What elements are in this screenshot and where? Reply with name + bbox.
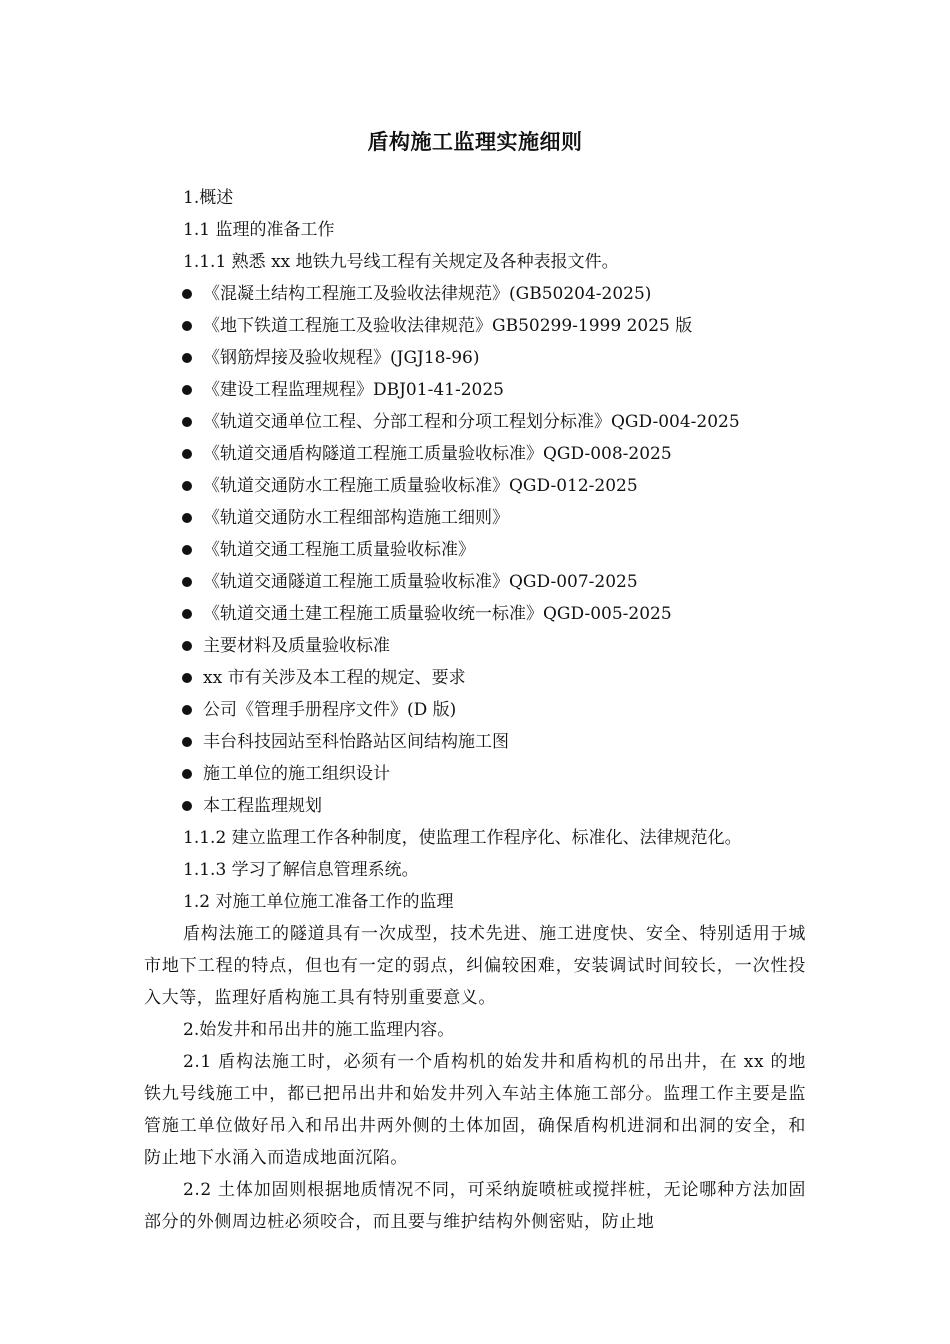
list-item bbox=[144, 438, 806, 470]
list-item bbox=[144, 598, 806, 630]
document-body bbox=[144, 182, 806, 1238]
list-item-text: 施工单位的施工组织设计 bbox=[203, 764, 390, 784]
list-item bbox=[144, 406, 806, 438]
bullet-icon bbox=[182, 289, 192, 299]
list-item bbox=[144, 502, 806, 534]
list-item bbox=[144, 310, 806, 342]
list-item bbox=[144, 662, 806, 694]
list-item-text: 《轨道交通工程施工质量验收标准》 bbox=[203, 540, 475, 560]
paragraph-soil-reinforcement-2-2: 2.2 土体加固则根据地质情况不同，可采纳旋喷桩或搅拌桩，无论哪种方法加固部分的外侧周边桩必须咬合，而且要与维护结构外侧密贴，防止地 bbox=[144, 1180, 806, 1232]
list-item-text: 《轨道交通盾构隧道工程施工质量验收标准》QGD-008-2025 bbox=[203, 444, 672, 464]
section-heading-overview: 1.概述 bbox=[183, 188, 234, 208]
list-item-text: 《钢筋焊接及验收规程》(JGJ18-96) bbox=[203, 348, 480, 368]
bullet-icon bbox=[182, 673, 192, 683]
list-item-text: 《轨道交通防水工程施工质量验收标准》QGD-012-2025 bbox=[203, 476, 638, 496]
list-item bbox=[144, 630, 806, 662]
list-item-text: 《建设工程监理规程》DBJ01-41-2025 bbox=[203, 380, 504, 400]
list-item-text: 《混凝土结构工程施工及验收法律规范》(GB50204-2025) bbox=[203, 284, 652, 304]
list-item bbox=[144, 342, 806, 374]
document-title: 盾构施工监理实施细则 bbox=[367, 130, 583, 154]
list-item-text: 本工程监理规划 bbox=[203, 796, 322, 816]
bullet-icon bbox=[182, 385, 192, 395]
list-item-text: 《轨道交通隧道工程施工质量验收标准》QGD-007-2025 bbox=[203, 572, 638, 592]
item-information-system: 1.1.3 学习了解信息管理系统。 bbox=[183, 860, 419, 880]
section-heading-shafts: 2.始发井和吊出井的施工监理内容。 bbox=[183, 1020, 455, 1040]
bullet-icon bbox=[182, 321, 192, 331]
list-item-text: 公司《管理手册程序文件》(D 版) bbox=[203, 700, 457, 720]
subsection-heading-preparation: 1.1 监理的准备工作 bbox=[183, 220, 335, 240]
list-item bbox=[144, 758, 806, 790]
list-item-text: 《轨道交通防水工程细部构造施工细则》 bbox=[203, 508, 509, 528]
list-item bbox=[144, 470, 806, 502]
list-item bbox=[144, 534, 806, 566]
bullet-icon bbox=[182, 801, 192, 811]
list-item-text: 《地下铁道工程施工及验收法律规范》GB50299-1999 2025 版 bbox=[203, 316, 693, 336]
list-item bbox=[144, 374, 806, 406]
paragraph-shafts-2-1: 2.1 盾构法施工时，必须有一个盾构机的始发井和盾构机的吊出井，在 xx 的地铁九号线施工中，都已把吊出井和始发井列入车站主体施工部分。监理工作主要是监管施工单位做好吊入和吊出井两外侧的土体加固，确保盾构机进洞和出洞的安全，和防止地下水涌入而造成地面沉陷。 bbox=[144, 1052, 806, 1168]
list-item-text: xx 市有关涉及本工程的规定、要求 bbox=[203, 668, 466, 688]
list-item-text: 丰台科技园站至科怡路站区间结构施工图 bbox=[203, 732, 509, 752]
bullet-icon bbox=[182, 641, 192, 651]
list-item bbox=[144, 566, 806, 598]
bullet-icon bbox=[182, 577, 192, 587]
bullet-icon bbox=[182, 353, 192, 363]
item-establish-systems: 1.1.2 建立监理工作各种制度，使监理工作程序化、标准化、法律规范化。 bbox=[183, 828, 742, 848]
bullet-icon bbox=[182, 609, 192, 619]
bullet-icon bbox=[182, 737, 192, 747]
subsection-heading-contractor-prep: 1.2 对施工单位施工准备工作的监理 bbox=[183, 892, 454, 912]
bullet-icon bbox=[182, 705, 192, 715]
bullet-icon bbox=[182, 481, 192, 491]
bullet-icon bbox=[182, 449, 192, 459]
list-item-text: 主要材料及质量验收标准 bbox=[203, 636, 390, 656]
item-familiarize-rules: 1.1.1 熟悉 xx 地铁九号线工程有关规定及各种表报文件。 bbox=[183, 252, 619, 272]
bullet-icon bbox=[182, 513, 192, 523]
list-item bbox=[144, 790, 806, 822]
list-item-text: 《轨道交通土建工程施工质量验收统一标准》QGD-005-2025 bbox=[203, 604, 672, 624]
bullet-icon bbox=[182, 769, 192, 779]
list-item bbox=[144, 278, 806, 310]
list-item bbox=[144, 694, 806, 726]
list-item-text: 《轨道交通单位工程、分部工程和分项工程划分标准》QGD-004-2025 bbox=[203, 412, 740, 432]
list-item bbox=[144, 726, 806, 758]
bullet-icon bbox=[182, 545, 192, 555]
paragraph-shield-method: 盾构法施工的隧道具有一次成型，技术先进、施工进度快、安全、特别适用于城市地下工程的特点，但也有一定的弱点，纠偏较困难，安装调试时间较长，一次性投入大等，监理好盾构施工具有特别重要意义。 bbox=[144, 924, 806, 1008]
bullet-icon bbox=[182, 417, 192, 427]
